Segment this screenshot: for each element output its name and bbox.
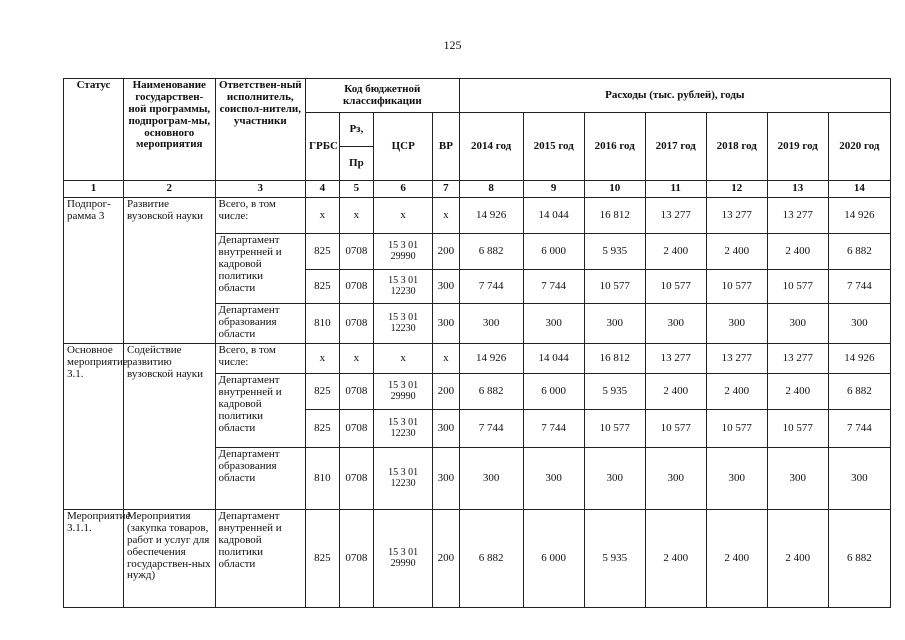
header-budget-code: Код бюджетной классификации xyxy=(306,79,460,113)
column-number: 7 xyxy=(433,181,459,198)
grbs-cell: х xyxy=(306,344,340,374)
table-row xyxy=(64,510,891,608)
column-number: 5 xyxy=(339,181,374,198)
column-number: 1 xyxy=(64,181,124,198)
column-number: 4 xyxy=(306,181,340,198)
value-cell: 7 744 xyxy=(459,270,523,304)
header-year: 2020 год xyxy=(828,113,890,181)
csr-cell: х xyxy=(374,198,433,234)
value-cell: 300 xyxy=(645,304,706,344)
header-grbs: ГРБС xyxy=(306,113,340,181)
value-cell: 13 277 xyxy=(706,198,767,234)
value-cell: 7 744 xyxy=(459,410,523,448)
header-vr: ВР xyxy=(433,113,459,181)
column-number: 6 xyxy=(374,181,433,198)
grbs-cell: х xyxy=(306,198,340,234)
header-status: Статус xyxy=(64,79,124,181)
column-number: 3 xyxy=(215,181,306,198)
value-cell: 14 044 xyxy=(523,198,584,234)
value-cell: 2 400 xyxy=(767,234,828,270)
value-cell: 2 400 xyxy=(706,510,767,608)
program-name-cell: Мероприятия (закупка товаров, работ и услуг для обеспечения государствен-ных нужд) xyxy=(124,510,216,608)
rzpr-cell: 0708 xyxy=(339,410,374,448)
value-cell: 300 xyxy=(828,304,890,344)
value-cell: 10 577 xyxy=(584,410,645,448)
header-executor: Ответствен-ный исполнитель, соиспол-нители, участники xyxy=(215,79,306,181)
vr-cell: 200 xyxy=(433,374,459,410)
csr-cell: х xyxy=(374,344,433,374)
vr-cell: 200 xyxy=(433,510,459,608)
value-cell: 300 xyxy=(584,304,645,344)
value-cell: 300 xyxy=(767,304,828,344)
value-cell: 5 935 xyxy=(584,374,645,410)
value-cell: 2 400 xyxy=(645,374,706,410)
value-cell: 13 277 xyxy=(645,198,706,234)
value-cell: 7 744 xyxy=(523,410,584,448)
value-cell: 6 882 xyxy=(459,234,523,270)
vr-cell: 300 xyxy=(433,410,459,448)
csr-cell: 15 3 01 29990 xyxy=(374,510,433,608)
column-number: 2 xyxy=(124,181,216,198)
rzpr-cell: 0708 xyxy=(339,304,374,344)
value-cell: 5 935 xyxy=(584,234,645,270)
value-cell: 2 400 xyxy=(767,374,828,410)
rzpr-cell: 0708 xyxy=(339,234,374,270)
executor-cell: Департамент образования области xyxy=(215,448,306,510)
value-cell: 16 812 xyxy=(584,198,645,234)
value-cell: 10 577 xyxy=(584,270,645,304)
value-cell: 2 400 xyxy=(645,510,706,608)
value-cell: 14 926 xyxy=(459,198,523,234)
column-number: 10 xyxy=(584,181,645,198)
table-row xyxy=(64,198,891,234)
header-pr: Пр xyxy=(339,147,374,181)
column-number: 14 xyxy=(828,181,890,198)
value-cell: 6 882 xyxy=(828,234,890,270)
rzpr-cell: 0708 xyxy=(339,510,374,608)
value-cell: 300 xyxy=(706,448,767,510)
grbs-cell: 825 xyxy=(306,234,340,270)
rzpr-cell: 0708 xyxy=(339,270,374,304)
executor-cell: Департамент образования области xyxy=(215,304,306,344)
value-cell: 300 xyxy=(767,448,828,510)
value-cell: 2 400 xyxy=(767,510,828,608)
value-cell: 14 926 xyxy=(828,198,890,234)
grbs-cell: 825 xyxy=(306,510,340,608)
header-year: 2015 год xyxy=(523,113,584,181)
value-cell: 2 400 xyxy=(706,234,767,270)
vr-cell: 300 xyxy=(433,448,459,510)
value-cell: 6 000 xyxy=(523,510,584,608)
vr-cell: 300 xyxy=(433,304,459,344)
rzpr-cell: 0708 xyxy=(339,374,374,410)
budget-table xyxy=(63,78,891,608)
vr-cell: 300 xyxy=(433,270,459,304)
value-cell: 6 882 xyxy=(459,374,523,410)
value-cell: 10 577 xyxy=(767,270,828,304)
value-cell: 13 277 xyxy=(767,198,828,234)
csr-cell: 15 3 01 12230 xyxy=(374,304,433,344)
value-cell: 300 xyxy=(459,304,523,344)
grbs-cell: 825 xyxy=(306,374,340,410)
grbs-cell: 810 xyxy=(306,304,340,344)
status-cell: Подпрог-рамма 3 xyxy=(64,198,124,344)
column-number: 13 xyxy=(767,181,828,198)
csr-cell: 15 3 01 12230 xyxy=(374,270,433,304)
header-year: 2014 год xyxy=(459,113,523,181)
value-cell: 10 577 xyxy=(706,410,767,448)
value-cell: 300 xyxy=(459,448,523,510)
value-cell: 300 xyxy=(523,448,584,510)
vr-cell: х xyxy=(433,344,459,374)
value-cell: 6 000 xyxy=(523,234,584,270)
vr-cell: 200 xyxy=(433,234,459,270)
column-number: 8 xyxy=(459,181,523,198)
value-cell: 10 577 xyxy=(767,410,828,448)
grbs-cell: 825 xyxy=(306,410,340,448)
page-number: 125 xyxy=(443,38,462,52)
grbs-cell: 825 xyxy=(306,270,340,304)
value-cell: 2 400 xyxy=(706,374,767,410)
value-cell: 300 xyxy=(706,304,767,344)
value-cell: 10 577 xyxy=(645,270,706,304)
value-cell: 5 935 xyxy=(584,510,645,608)
csr-cell: 15 3 01 29990 xyxy=(374,374,433,410)
header-expenses: Расходы (тыс. рублей), годы xyxy=(459,79,890,113)
header-csr: ЦСР xyxy=(374,113,433,181)
value-cell: 300 xyxy=(523,304,584,344)
executor-cell: Всего, в том числе: xyxy=(215,198,306,234)
value-cell: 6 882 xyxy=(828,374,890,410)
header-year: 2019 год xyxy=(767,113,828,181)
executor-cell: Всего, в том числе: xyxy=(215,344,306,374)
column-number: 12 xyxy=(706,181,767,198)
value-cell: 300 xyxy=(584,448,645,510)
header-year: 2016 год xyxy=(584,113,645,181)
header-program-name: Наименование государствен-ной программы, подпрограм-мы, основного мероприятия xyxy=(124,79,216,181)
rzpr-cell: х xyxy=(339,344,374,374)
vr-cell: х xyxy=(433,198,459,234)
value-cell: 7 744 xyxy=(828,270,890,304)
header-year: 2017 год xyxy=(645,113,706,181)
value-cell: 10 577 xyxy=(706,270,767,304)
value-cell: 300 xyxy=(645,448,706,510)
program-name-cell: Развитие вузовской науки xyxy=(124,198,216,344)
value-cell: 300 xyxy=(828,448,890,510)
program-name-cell: Содействие развитию вузовской науки xyxy=(124,344,216,510)
value-cell: 2 400 xyxy=(645,234,706,270)
value-cell: 14 926 xyxy=(459,344,523,374)
value-cell: 6 882 xyxy=(828,510,890,608)
column-number: 11 xyxy=(645,181,706,198)
value-cell: 6 882 xyxy=(459,510,523,608)
rzpr-cell: х xyxy=(339,198,374,234)
value-cell: 6 000 xyxy=(523,374,584,410)
status-cell: Мероприятие 3.1.1. xyxy=(64,510,124,608)
csr-cell: 15 3 01 12230 xyxy=(374,448,433,510)
value-cell: 14 926 xyxy=(828,344,890,374)
value-cell: 13 277 xyxy=(767,344,828,374)
executor-cell: Департамент внутренней и кадровой политики области xyxy=(215,374,306,448)
value-cell: 13 277 xyxy=(645,344,706,374)
header-year: 2018 год xyxy=(706,113,767,181)
table-row xyxy=(64,344,891,374)
value-cell: 10 577 xyxy=(645,410,706,448)
value-cell: 13 277 xyxy=(706,344,767,374)
executor-cell: Департамент внутренней и кадровой политики области xyxy=(215,510,306,608)
csr-cell: 15 3 01 29990 xyxy=(374,234,433,270)
column-number: 9 xyxy=(523,181,584,198)
csr-cell: 15 3 01 12230 xyxy=(374,410,433,448)
rzpr-cell: 0708 xyxy=(339,448,374,510)
value-cell: 16 812 xyxy=(584,344,645,374)
value-cell: 7 744 xyxy=(828,410,890,448)
grbs-cell: 810 xyxy=(306,448,340,510)
value-cell: 14 044 xyxy=(523,344,584,374)
value-cell: 7 744 xyxy=(523,270,584,304)
header-rz: Рз, xyxy=(339,113,374,147)
executor-cell: Департамент внутренней и кадровой политики области xyxy=(215,234,306,304)
status-cell: Основное мероприятие 3.1. xyxy=(64,344,124,510)
